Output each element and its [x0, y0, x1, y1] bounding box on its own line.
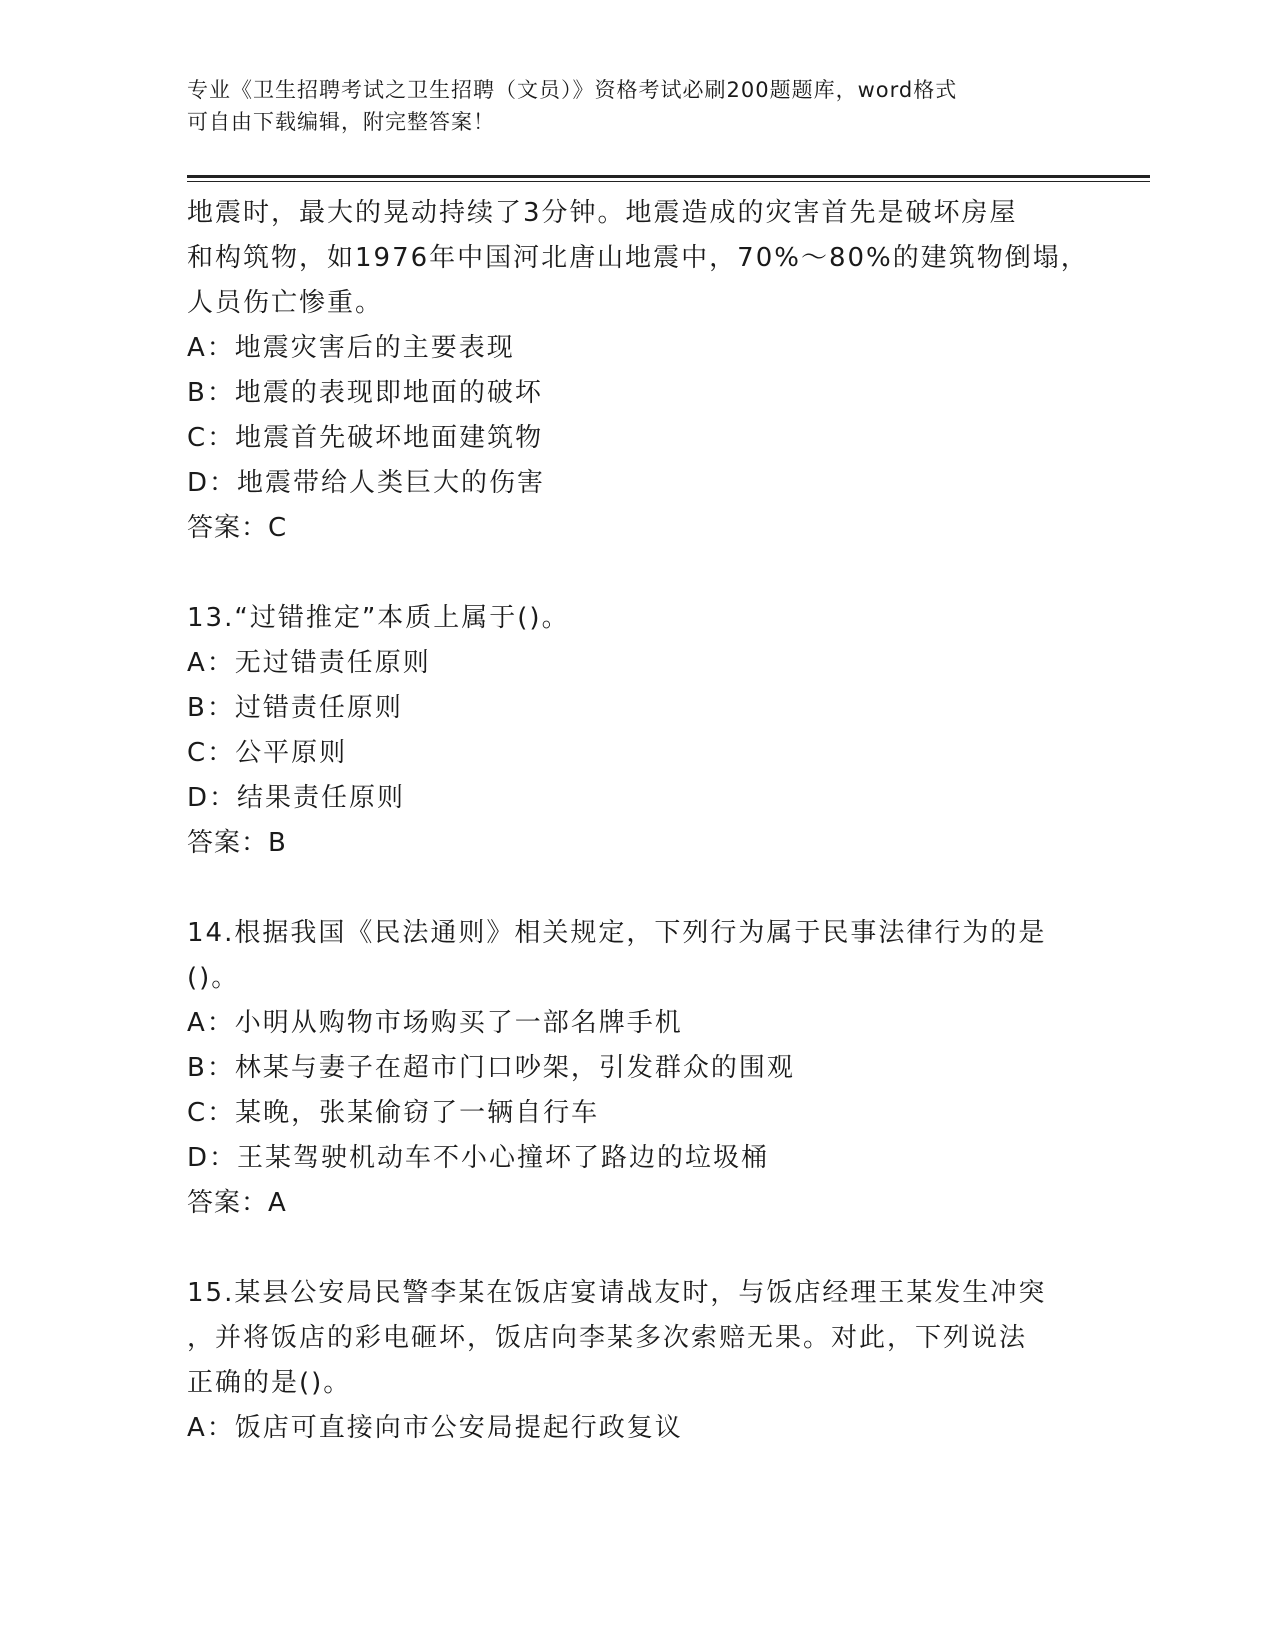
header-line-1: 专业《卫生招聘考试之卫生招聘（文员）》资格考试必刷200题题库，word格式 [187, 78, 958, 102]
question-stem-line: 地震时，最大的晃动持续了3分钟。地震造成的灾害首先是破坏房屋 [187, 198, 1018, 228]
question-13 [187, 596, 1087, 866]
option-c: C：某晚，张某偷窃了一辆自行车 [187, 1098, 600, 1128]
header-rule-thin [187, 181, 1150, 182]
question-12 [187, 191, 1087, 551]
question-14 [187, 911, 1087, 1226]
answer-label: 答案：B [187, 828, 287, 858]
question-stem-line: 15.某县公安局民警李某在饭店宴请战友时，与饭店经理王某发生冲突 [187, 1278, 1047, 1308]
question-list [187, 191, 1087, 1451]
question-stem-line: 13.“过错推定”本质上属于()。 [187, 603, 570, 633]
question-stem-line: 14.根据我国《民法通则》相关规定，下列行为属于民事法律行为的是 [187, 918, 1047, 948]
option-b: B：地震的表现即地面的破坏 [187, 378, 543, 408]
option-a: A：地震灾害后的主要表现 [187, 333, 515, 363]
option-a: A：无过错责任原则 [187, 648, 431, 678]
option-d: D：结果责任原则 [187, 783, 406, 813]
header-line-2: 可自由下载编辑，附完整答案！ [187, 110, 495, 134]
option-a: A：小明从购物市场购买了一部名牌手机 [187, 1008, 683, 1038]
spacer [187, 551, 1087, 596]
spacer [187, 1226, 1087, 1271]
question-stem-line: 和构筑物，如1976年中国河北唐山地震中，70%～80%的建筑物倒塌， [187, 243, 1089, 273]
question-15 [187, 1271, 1087, 1451]
spacer [187, 866, 1087, 911]
answer-label: 答案：C [187, 513, 288, 543]
option-b: B：过错责任原则 [187, 693, 403, 723]
document-header [187, 74, 1087, 138]
option-d: D：地震带给人类巨大的伤害 [187, 468, 546, 498]
question-stem-line: 正确的是()。 [187, 1368, 352, 1398]
option-b: B：林某与妻子在超市门口吵架，引发群众的围观 [187, 1053, 795, 1083]
option-c: C：地震首先破坏地面建筑物 [187, 423, 544, 453]
question-stem-line: 人员伤亡惨重。 [187, 288, 384, 318]
question-stem-line: ，并将饭店的彩电砸坏，饭店向李某多次索赔无果。对此，下列说法 [187, 1323, 1028, 1353]
option-c: C：公平原则 [187, 738, 348, 768]
answer-label: 答案：A [187, 1188, 287, 1218]
header-rule-thick [187, 175, 1150, 178]
option-d: D：王某驾驶机动车不小心撞坏了路边的垃圾桶 [187, 1143, 770, 1173]
question-stem-line: ()。 [187, 963, 240, 993]
option-a: A：饭店可直接向市公安局提起行政复议 [187, 1413, 683, 1443]
